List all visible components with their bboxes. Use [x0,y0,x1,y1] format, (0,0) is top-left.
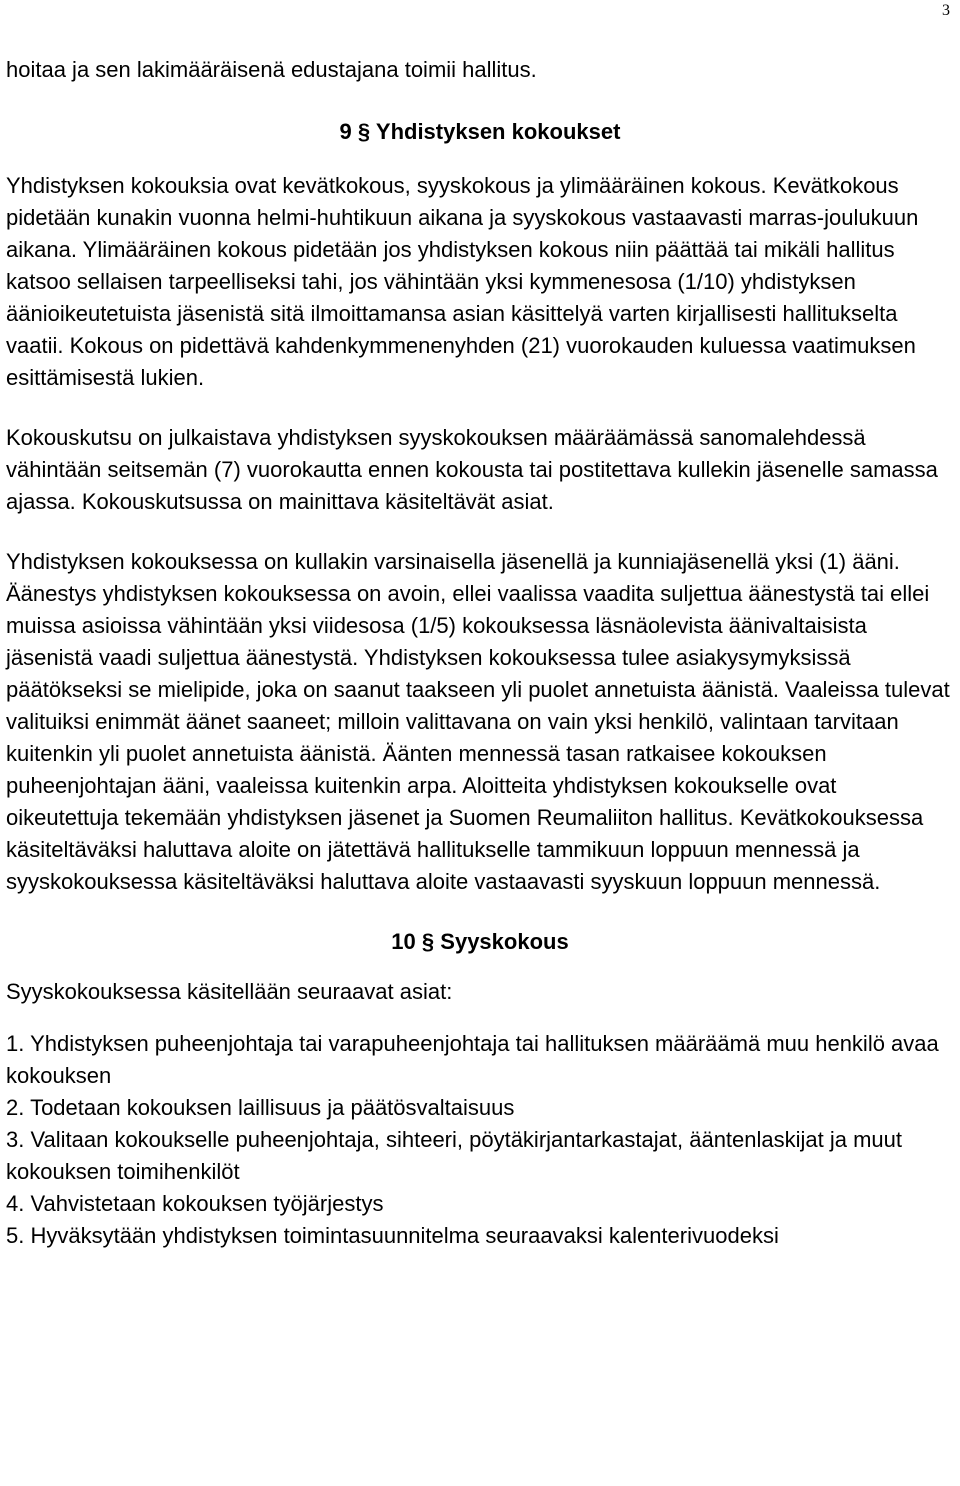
section-number: 10 [391,929,416,954]
list-item: 5. Hyväksytään yhdistyksen toimintasuunnitelma seuraavaksi kalenterivuodeksi [6,1223,779,1248]
document-body [6,54,954,1252]
section-sign: § [357,119,371,144]
paragraph-agenda-intro: Syyskokouksessa käsitellään seuraavat asiat: [6,979,453,1004]
intro-paragraph: hoitaa ja sen lakimääräisenä edustajana toimii hallitus. [6,57,537,82]
paragraph-voting: Yhdistyksen kokouksessa on kullakin varsinaisella jäsenellä ja kunniajäsenellä yksi (1) ääni. Äänestys yhdistyksen kokouksessa on avoin, ellei vaalissa vaadita suljettua äänestystä tai ellei muissa asioissa vähintään yksi viidesosa (1/5) kokouksessa läsnäolevista äänivaltaisista jäsenistä vaadi suljettua äänestystä. Yhdistyksen kokouksessa tulee asiakysymyksissä päätökseksi se mielipide, joka on saanut taakseen yli puolet annetuista äänistä. Vaaleissa tulevat valituiksi enimmät äänet saaneet; milloin valittavana on vain yksi henkilö, valintaan tarvitaan kuitenkin yli puolet annetuista äänistä. Äänten mennessä tasan ratkaisee kokouksen puheenjohtajan ääni, vaaleissa kuitenkin arpa. Aloitteita yhdistyksen kokoukselle ovat oikeutettuja tekemään yhdistyksen jäsenet ja Suomen Reumaliiton hallitus. Kevätkokouksessa käsiteltäväksi haluttava aloite on jätettävä hallitukselle tammikuun loppuun mennessä ja syyskokouksessa käsiteltäväksi haluttava aloite vastaavasti syyskuun loppuun mennessä. [6,549,950,894]
paragraph-invitation: Kokouskutsu on julkaistava yhdistyksen syyskokouksen määräämässä sanomalehdessä vähintään seitsemän (7) vuorokautta ennen kokousta tai postitettava kullekin jäsenelle samassa ajassa. Kokouskutsussa on mainittava käsiteltävät asiat. [6,425,938,514]
paragraph-meetings: Yhdistyksen kokouksia ovat kevätkokous, syyskokous ja ylimääräinen kokous. Kevätkokous pidetään kunakin vuonna helmi-huhtikuun aikana ja syyskokous vastaavasti marras-joulukuun aikana. Ylimääräinen kokous pidetään jos yhdistyksen kokous niin päättää tai mikäli hallitus katsoo sellaisen tarpeelliseksi tahi, jos vähintään yksi kymmenesosa (1/10) yhdistyksen äänioikeutetuista jäsenistä sitä ilmoittamansa asian käsittelyä varten kirjallisesti hallitukselta vaatii. Kokous on pidettävä kahdenkymmenenyhden (21) vuorokauden kuluessa vaatimuksen esittämisestä lukien. [6,173,919,390]
agenda-list [6,1028,954,1252]
list-item: 2. Todetaan kokouksen laillisuus ja päätösvaltaisuus [6,1095,515,1120]
list-item: 3. Valitaan kokoukselle puheenjohtaja, sihteeri, pöytäkirjantarkastajat, ääntenlaskijat ja muut kokouksen toimihenkilöt [6,1127,903,1184]
page-number: 3 [942,2,950,19]
list-item: 1. Yhdistyksen puheenjohtaja tai varapuheenjohtaja tai hallituksen määräämä muu henkilö avaa kokouksen [6,1031,939,1088]
section-title: Yhdistyksen kokoukset [375,119,621,144]
section-heading-9 [6,116,954,148]
section-heading-10 [6,926,954,958]
section-number: 9 [339,119,352,144]
list-item: 4. Vahvistetaan kokouksen työjärjestys [6,1191,384,1216]
section-sign: § [421,929,435,954]
section-title: Syyskokous [440,929,569,954]
